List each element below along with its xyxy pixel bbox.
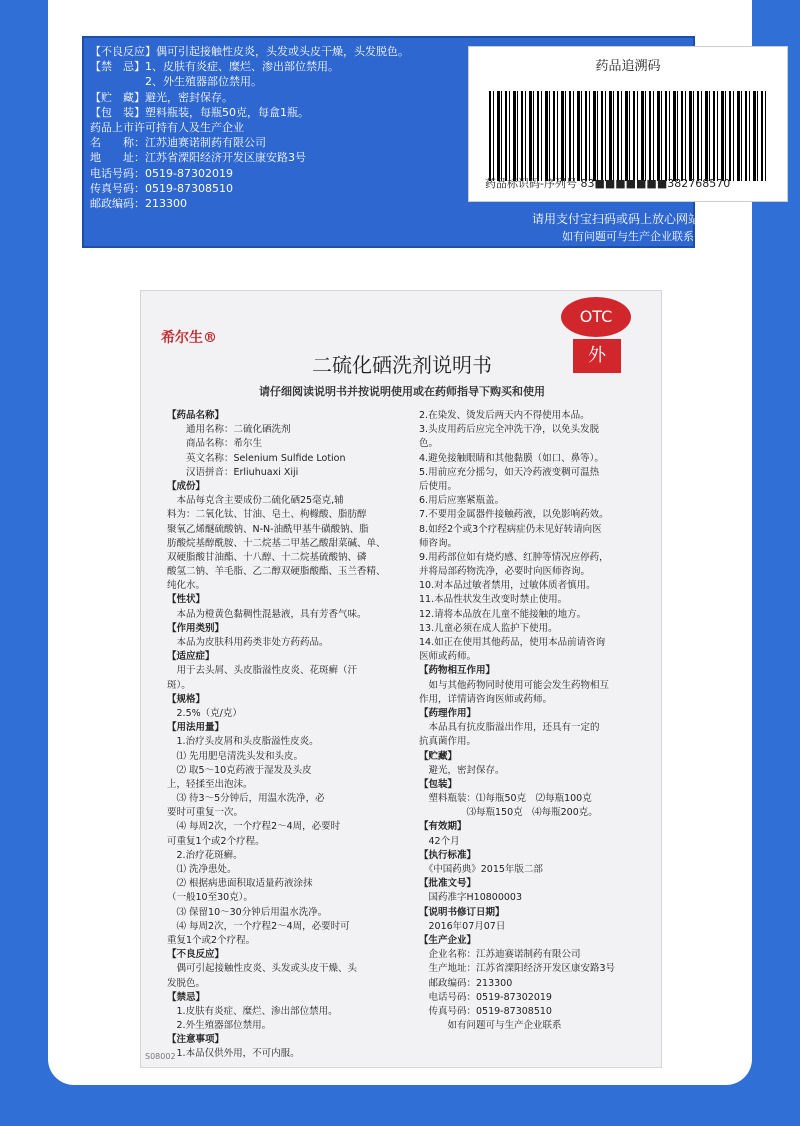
external-use-badge: 外 [573, 339, 621, 373]
text-line: 如与其他药物同时使用可能会发生药物相互 [419, 679, 610, 691]
text-line: 【注意事项】 [167, 1034, 225, 1046]
text-line: 重复1个或2个疗程。 [167, 934, 256, 946]
text-line: 师咨询。 [419, 537, 458, 549]
text-line: 传真号码：0519-87308510 [419, 1005, 552, 1017]
text-line: 【包 装】塑料瓶装，每瓶50克，每盒1瓶。 [90, 105, 309, 119]
text-line: 1.本品仅供外用，不可内服。 [167, 1048, 300, 1060]
text-line: 避光，密封保存。 [419, 764, 505, 776]
text-line: 偶可引起接触性皮炎、头发或头皮干燥、头 [167, 963, 358, 975]
text-line: 【禁 忌】1、皮肤有炎症、糜烂、渗出部位禁用。 [90, 60, 339, 74]
text-line: 【不良反应】 [167, 949, 225, 961]
text-line: 本品具有抗皮脂溢出作用，还具有一定的 [419, 722, 600, 734]
text-line: 邮政编码：213300 [90, 196, 187, 210]
text-line: 8.如经2个或3个疗程病症仍未见好转请向医 [419, 523, 602, 535]
barcode [489, 91, 769, 181]
text-line: 【贮 藏】避光，密封保存。 [90, 90, 233, 104]
text-line: 14.如正在使用其他药品，使用本品前请咨询 [419, 637, 606, 648]
text-line: 【适应症】 [167, 651, 215, 663]
text-line: 用于去头屑、头皮脂溢性皮炎、花斑癣（汗 [167, 665, 358, 677]
brand-logo: 希尔生® [161, 330, 217, 346]
leaflet-subtitle: 请仔细阅读说明书并按说明使用或在药师指导下购买和使用 [259, 385, 545, 398]
text-line: 42个月 [419, 835, 460, 847]
text-line: 《中国药典》2015年版二部 [419, 864, 543, 875]
text-line: 传真号码：0519-87308510 [90, 181, 233, 195]
text-line: 本品为橙黄色黏稠性混悬液，具有芳香气味。 [167, 608, 367, 620]
text-line: ⑶每瓶150克 ⑷每瓶200克。 [419, 807, 598, 819]
text-line: 塑料瓶装：⑴每瓶50克 ⑵每瓶100克 [419, 793, 592, 805]
text-line: 【包装】 [419, 778, 458, 790]
text-line: 名 称：江苏迪赛诺制药有限公司 [90, 136, 266, 150]
text-line: 2016年07月07日 [419, 920, 506, 932]
text-line: 【有效期】 [419, 821, 467, 833]
text-line: 上，轻揉至出泡沫。 [167, 778, 253, 790]
text-line: 肪酸烷基醇酰胺、十二烷基二甲基乙酸甜菜碱、单、 [167, 537, 386, 549]
serial-number: 药品标识码-序列号 83■■■■■■■382768570 [485, 177, 731, 190]
text-line: 通用名称：二硫化硒洗剂 [167, 424, 291, 436]
text-line: 5.用前应充分摇匀，如天冷药液变稠可温热 [419, 466, 600, 478]
text-line: 斑）。 [167, 679, 191, 691]
text-line: ⑵ 取5～10克药液于湿发及头皮 [167, 764, 312, 776]
text-line: 料为：二氧化钛、甘油、皂土、枸橼酸、脂肪醇 [167, 509, 367, 521]
text-line: 【生产企业】 [419, 934, 477, 946]
text-line: ⑷ 每周2次，一个疗程2～4周，必要时可 [167, 920, 350, 932]
text-line: 英文名称：Selenium Sulfide Lotion [167, 452, 346, 464]
text-line: 生产地址：江苏省溧阳经济开发区康安路3号 [419, 963, 616, 975]
text-line: 【禁忌】 [167, 991, 206, 1003]
leaflet-code: S08002 [145, 1052, 176, 1061]
text-line: 【规格】 [167, 693, 206, 705]
text-line: 并将局部药物洗净，必要时向医师咨询。 [419, 566, 591, 578]
text-line: 地 址：江苏省溧阳经济开发区康安路3号 [90, 151, 306, 165]
text-line: 9.用药部位如有烧灼感、红肿等情况应停药， [419, 551, 609, 563]
text-line: 药品上市许可持有人及生产企业 [90, 120, 244, 134]
trace-code-title: 药品追溯码 [595, 59, 661, 74]
text-line: 国药准字H10800003 [419, 892, 522, 904]
leaflet-left-column [167, 409, 403, 1062]
text-line: 邮政编码：213300 [419, 977, 513, 989]
text-line: 10.对本品过敏者禁用，过敏体质者慎用。 [419, 580, 596, 592]
text-line: 1.治疗头皮屑和头皮脂溢性皮炎。 [167, 736, 319, 748]
text-line: 本品为皮肤科用药类非处方药药品。 [167, 637, 329, 648]
text-line: 发脱色。 [167, 977, 206, 989]
text-line: 聚氧乙烯醚硫酸钠、N-N-油酰甲基牛磺酸钠、脂 [167, 523, 369, 535]
text-line: （一般10至30克）。 [167, 892, 253, 904]
text-line: 【成份】 [167, 480, 206, 492]
text-line: 【不良反应】偶可引起接触性皮炎，头发或头皮干燥，头发脱色。 [90, 45, 409, 58]
text-line: 2.5%（克/克） [167, 707, 242, 719]
text-line: 【执行标准】 [419, 849, 477, 861]
text-line: 汉语拼音：Erliuhuaxi Xiji [167, 466, 299, 478]
text-line: 双硬脂酸甘油酯、十八醇、十二烷基硫酸钠、磷 [167, 551, 367, 563]
text-line: 【药理作用】 [419, 707, 477, 719]
text-line: 商品名称：希尔生 [167, 438, 263, 450]
otc-badge: OTC [561, 297, 631, 337]
text-line: 2.治疗花斑癣。 [167, 849, 243, 861]
text-line: ⑴ 洗净患处。 [167, 864, 237, 875]
text-line: 抗真菌作用。 [419, 736, 477, 748]
text-line: 4.避免接触眼睛和其他黏膜（如口、鼻等）。 [419, 452, 604, 464]
text-line: 13.儿童必须在成人监护下使用。 [419, 622, 558, 634]
text-line: 【批准文号】 [419, 878, 477, 890]
text-line: 【药品名称】 [167, 410, 225, 421]
text-line: 要时可重复一次。 [167, 807, 244, 819]
text-line: ⑶ 待3～5分钟后，用温水洗净，必 [167, 793, 325, 805]
text-line: 后使用。 [419, 480, 458, 492]
text-line: 【药物相互作用】 [419, 665, 496, 677]
text-line: 3.头皮用药后应完全冲洗干净，以免头发脱 [419, 424, 600, 436]
text-line: 电话号码：0519-87302019 [90, 166, 233, 180]
text-line: 2.外生殖器部位禁用。 [167, 1020, 272, 1032]
text-line: 7.不要用金属器件接触药液，以免影响药效。 [419, 509, 609, 521]
scan-note: 请用支付宝扫码或码上放心网站查询 [531, 212, 724, 226]
package-info-panel [82, 36, 731, 248]
text-line: 11.本品性状发生改变时禁止使用。 [419, 594, 568, 606]
text-line: 本品每克含主要成份二硫化硒25毫克,辅 [167, 495, 344, 507]
contact-note: 如有问题可与生产企业联系 [562, 230, 694, 243]
leaflet-title: 二硫化硒洗剂说明书 [312, 353, 492, 377]
text-line: 医师或药师。 [419, 651, 477, 663]
trace-code-card [468, 46, 788, 202]
text-line: 1.皮肤有炎症、糜烂、渗出部位禁用。 [167, 1005, 338, 1017]
text-line: 色。 [419, 438, 439, 450]
text-line: 2.在染发、烫发后两天内不得使用本品。 [419, 410, 590, 421]
text-line: 【贮藏】 [419, 750, 458, 762]
text-line: 【说明书修订日期】 [419, 906, 505, 918]
text-line: ⑷ 每周2次，一个疗程2～4周，必要时 [167, 821, 341, 833]
leaflet [140, 290, 662, 1068]
package-info-text [90, 44, 409, 211]
leaflet-right-column [419, 409, 651, 1033]
text-line: 【作用类别】 [167, 622, 225, 634]
text-line: 【性状】 [167, 594, 206, 606]
text-line: 6.用后应塞紧瓶盖。 [419, 495, 505, 507]
text-line: 【用法用量】 [167, 722, 225, 734]
text-line: 可重复1个或2个疗程。 [167, 835, 265, 847]
text-line: 12.请将本品放在儿童不能接触的地方。 [419, 608, 587, 620]
text-line: 2、外生殖器部位禁用。 [90, 75, 262, 89]
text-line: ⑶ 保留10～30分钟后用温水洗净。 [167, 906, 328, 918]
text-line: ⑴ 先用肥皂清洗头发和头皮。 [167, 750, 304, 762]
text-line: ⑵ 根据病患面积取适量药液涂抹 [167, 878, 313, 890]
text-line: 作用，详情请咨询医师或药师。 [419, 693, 553, 705]
text-line: 企业名称：江苏迪赛诺制药有限公司 [419, 949, 581, 961]
text-line: 酸氢二钠、羊毛脂、乙二醇双硬脂酸酯、玉兰香精、 [167, 566, 386, 578]
text-line: 如有问题可与生产企业联系 [419, 1020, 562, 1032]
text-line: 电话号码：0519-87302019 [419, 991, 552, 1003]
text-line: 纯化水。 [167, 580, 206, 592]
